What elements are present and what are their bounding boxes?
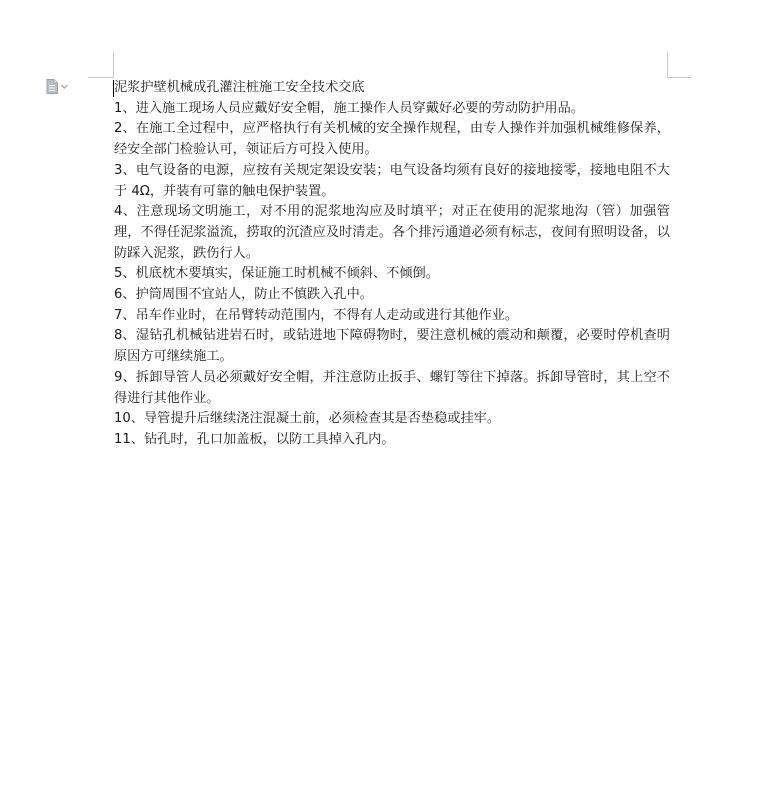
document-icon (46, 79, 58, 94)
document-body[interactable] (114, 78, 670, 451)
list-item: 3、电气设备的电源，应按有关规定架设安装；电气设备均须有良好的接地接零，接地电阻不大于 4Ω，并装有可靠的触电保护装置。 (114, 162, 670, 199)
list-item: 7、吊车作业时，在吊臂转动范围内，不得有人走动或进行其他作业。 (114, 307, 519, 323)
list-item: 4、注意现场文明施工，对不用的泥浆地沟应及时填平；对正在使用的泥浆地沟（管）加强管理，不得任泥浆溢流，捞取的沉渣应及时清走。各个排污通道必须有标志，夜间有照明设备，以防踩入泥浆，跌伤行人。 (114, 204, 670, 261)
corner-mark-top-right (667, 52, 668, 78)
list-item: 1、进入施工现场人员应戴好安全帽，施工操作人员穿戴好必要的劳动防护用品。 (114, 100, 584, 116)
list-item: 8、湿钻孔机械钻进岩石时，或钻进地下障碍物时，要注意机械的震动和颠覆，必要时停机查明原因方可继续施工。 (114, 328, 670, 365)
list-item: 5、机底枕木要填实，保证施工时机械不倾斜、不倾倒。 (114, 266, 439, 282)
corner-mark-top-left-horizontal (88, 77, 114, 78)
list-item: 10、导管提升后继续浇注混凝土前，必须检查其是否垫稳或挂牢。 (114, 411, 501, 427)
paragraph-menu-button[interactable] (46, 79, 68, 94)
document-title: 泥浆护壁机械成孔灌注桩施工安全技术交底 (114, 80, 365, 95)
list-item: 6、护筒周围不宜站人，防止不慎跌入孔中。 (114, 287, 373, 303)
corner-mark-top-left (113, 52, 114, 78)
list-item: 9、拆卸导管人员必须戴好安全帽，并注意防止扳手、螺钉等往下掉落。拆卸导管时，其上空不得进行其他作业。 (114, 369, 670, 406)
corner-mark-top-right-horizontal (667, 77, 691, 78)
list-item: 11、钻孔时，孔口加盖板，以防工具掉入孔内。 (114, 431, 395, 447)
list-item: 2、在施工全过程中，应严格执行有关机械的安全操作规程，由专人操作并加强机械维修保养，经安全部门检验认可，领证后方可投入使用。 (114, 121, 670, 158)
chevron-down-icon (61, 84, 68, 89)
